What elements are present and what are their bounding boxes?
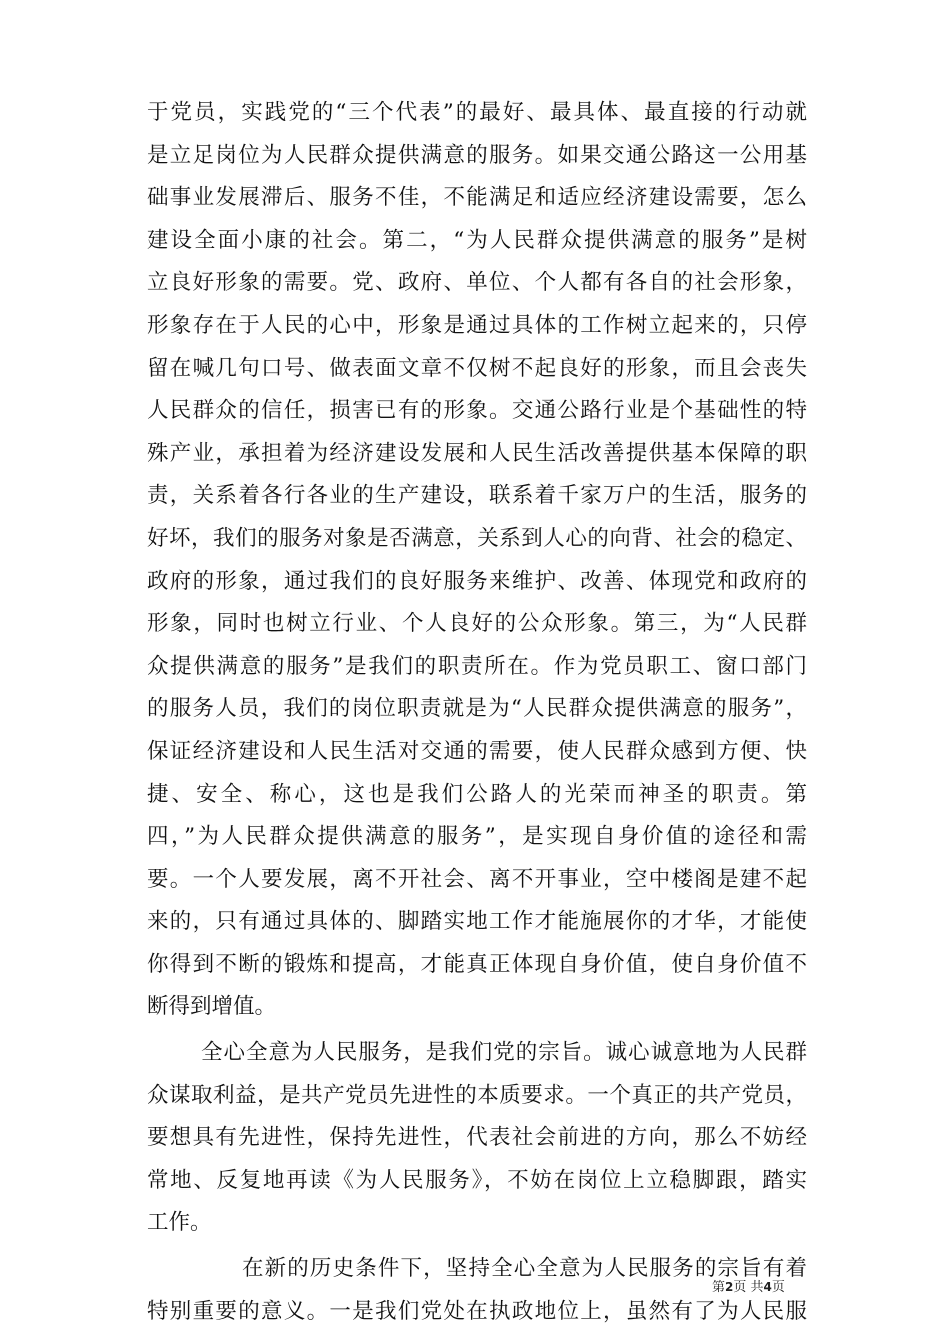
text-line: 众提供满意的服务”是我们的职责所在。作为党员职工、窗口部门 (147, 653, 807, 679)
page-footer (712, 1276, 812, 1295)
text-line: 好坏，我们的服务对象是否满意，关系到人心的向背、社会的稳定、 (147, 525, 807, 551)
text-line: 来的，只有通过具体的、脚踏实地工作才能施展你的才华，才能使 (147, 909, 807, 935)
text-line: 常地、反复地再读《为人民服务》，不妨在岗位上立稳脚跟，踏实 (147, 1167, 807, 1193)
text-line: 你得到不断的锻炼和提高，才能真正体现自身价值，使自身价值不 (147, 951, 807, 977)
text-line: 工作。 (147, 1210, 212, 1236)
text-line: 建设全面小康的社会。第二，“为人民群众提供满意的服务”是树 (147, 227, 807, 253)
text-line: 要想具有先进性，保持先进性，代表社会前进的方向，那么不妨经 (147, 1125, 807, 1151)
footer-suffix: 页 (771, 1280, 785, 1295)
total-page-number: 4 (763, 1280, 772, 1294)
text-line: 留在喊几句口号、做表面文章不仅树不起良好的形象，而且会丧失 (147, 355, 807, 381)
text-line: 础事业发展滞后、服务不佳，不能满足和适应经济建设需要，怎么 (147, 185, 807, 211)
text-line: 政府的形象，通过我们的良好服务来维护、改善、体现党和政府的 (147, 568, 807, 594)
text-line: 形象，同时也树立行业、个人良好的公众形象。第三，为“人民群 (147, 611, 807, 637)
text-line: 责，关系着各行各业的生产建设，联系着千家万户的生活，服务的 (147, 483, 807, 509)
text-line: 捷、安全、称心，这也是我们公路人的光荣而神圣的职责。第 (147, 781, 807, 807)
text-line: 保证经济建设和人民生活对交通的需要，使人民群众感到方便、快 (147, 738, 807, 764)
text-line: 立良好形象的需要。党、政府、单位、个人都有各自的社会形象， (147, 270, 807, 296)
text-line: 人民群众的信任，损害已有的形象。交通公路行业是个基础性的特 (147, 398, 807, 424)
text-line: 形象存在于人民的心中，形象是通过具体的工作树立起来的，只停 (147, 312, 807, 338)
text-line: 特别重要的意义。一是我们党处在执政地位上，虽然有了为人民服 (147, 1298, 807, 1324)
text-line: 于党员，实践党的“三个代表”的最好、最具体、最直接的行动就 (147, 100, 807, 125)
footer-middle: 页 共 (733, 1280, 764, 1295)
text-line: 是立足岗位为人民群众提供满意的服务。如果交通公路这一公用基 (147, 142, 807, 168)
paragraph-first-line: 全心全意为人民服务，是我们党的宗旨。诚心诚意地为人民群 (201, 1040, 807, 1066)
text-line: 众谋取利益，是共产党员先进性的本质要求。一个真正的共产党员， (147, 1082, 807, 1108)
footer-prefix: 第 (712, 1280, 726, 1295)
text-line: 断得到增值。 (147, 994, 277, 1020)
current-page-number: 2 (725, 1280, 734, 1294)
text-line: 的服务人员，我们的岗位职责就是为“人民群众提供满意的服务”， (147, 696, 807, 722)
paragraph-first-line: 在新的历史条件下，坚持全心全意为人民服务的宗旨有着 (242, 1256, 807, 1282)
text-line: 要。一个人要发展，离不开社会、离不开事业，空中楼阁是建不起 (147, 866, 807, 892)
text-line: 四，”为人民群众提供满意的服务”，是实现自身价值的途径和需 (147, 824, 807, 850)
body-text (147, 92, 807, 1333)
text-line: 殊产业，承担着为经济建设发展和人民生活改善提供基本保障的职 (147, 440, 807, 466)
